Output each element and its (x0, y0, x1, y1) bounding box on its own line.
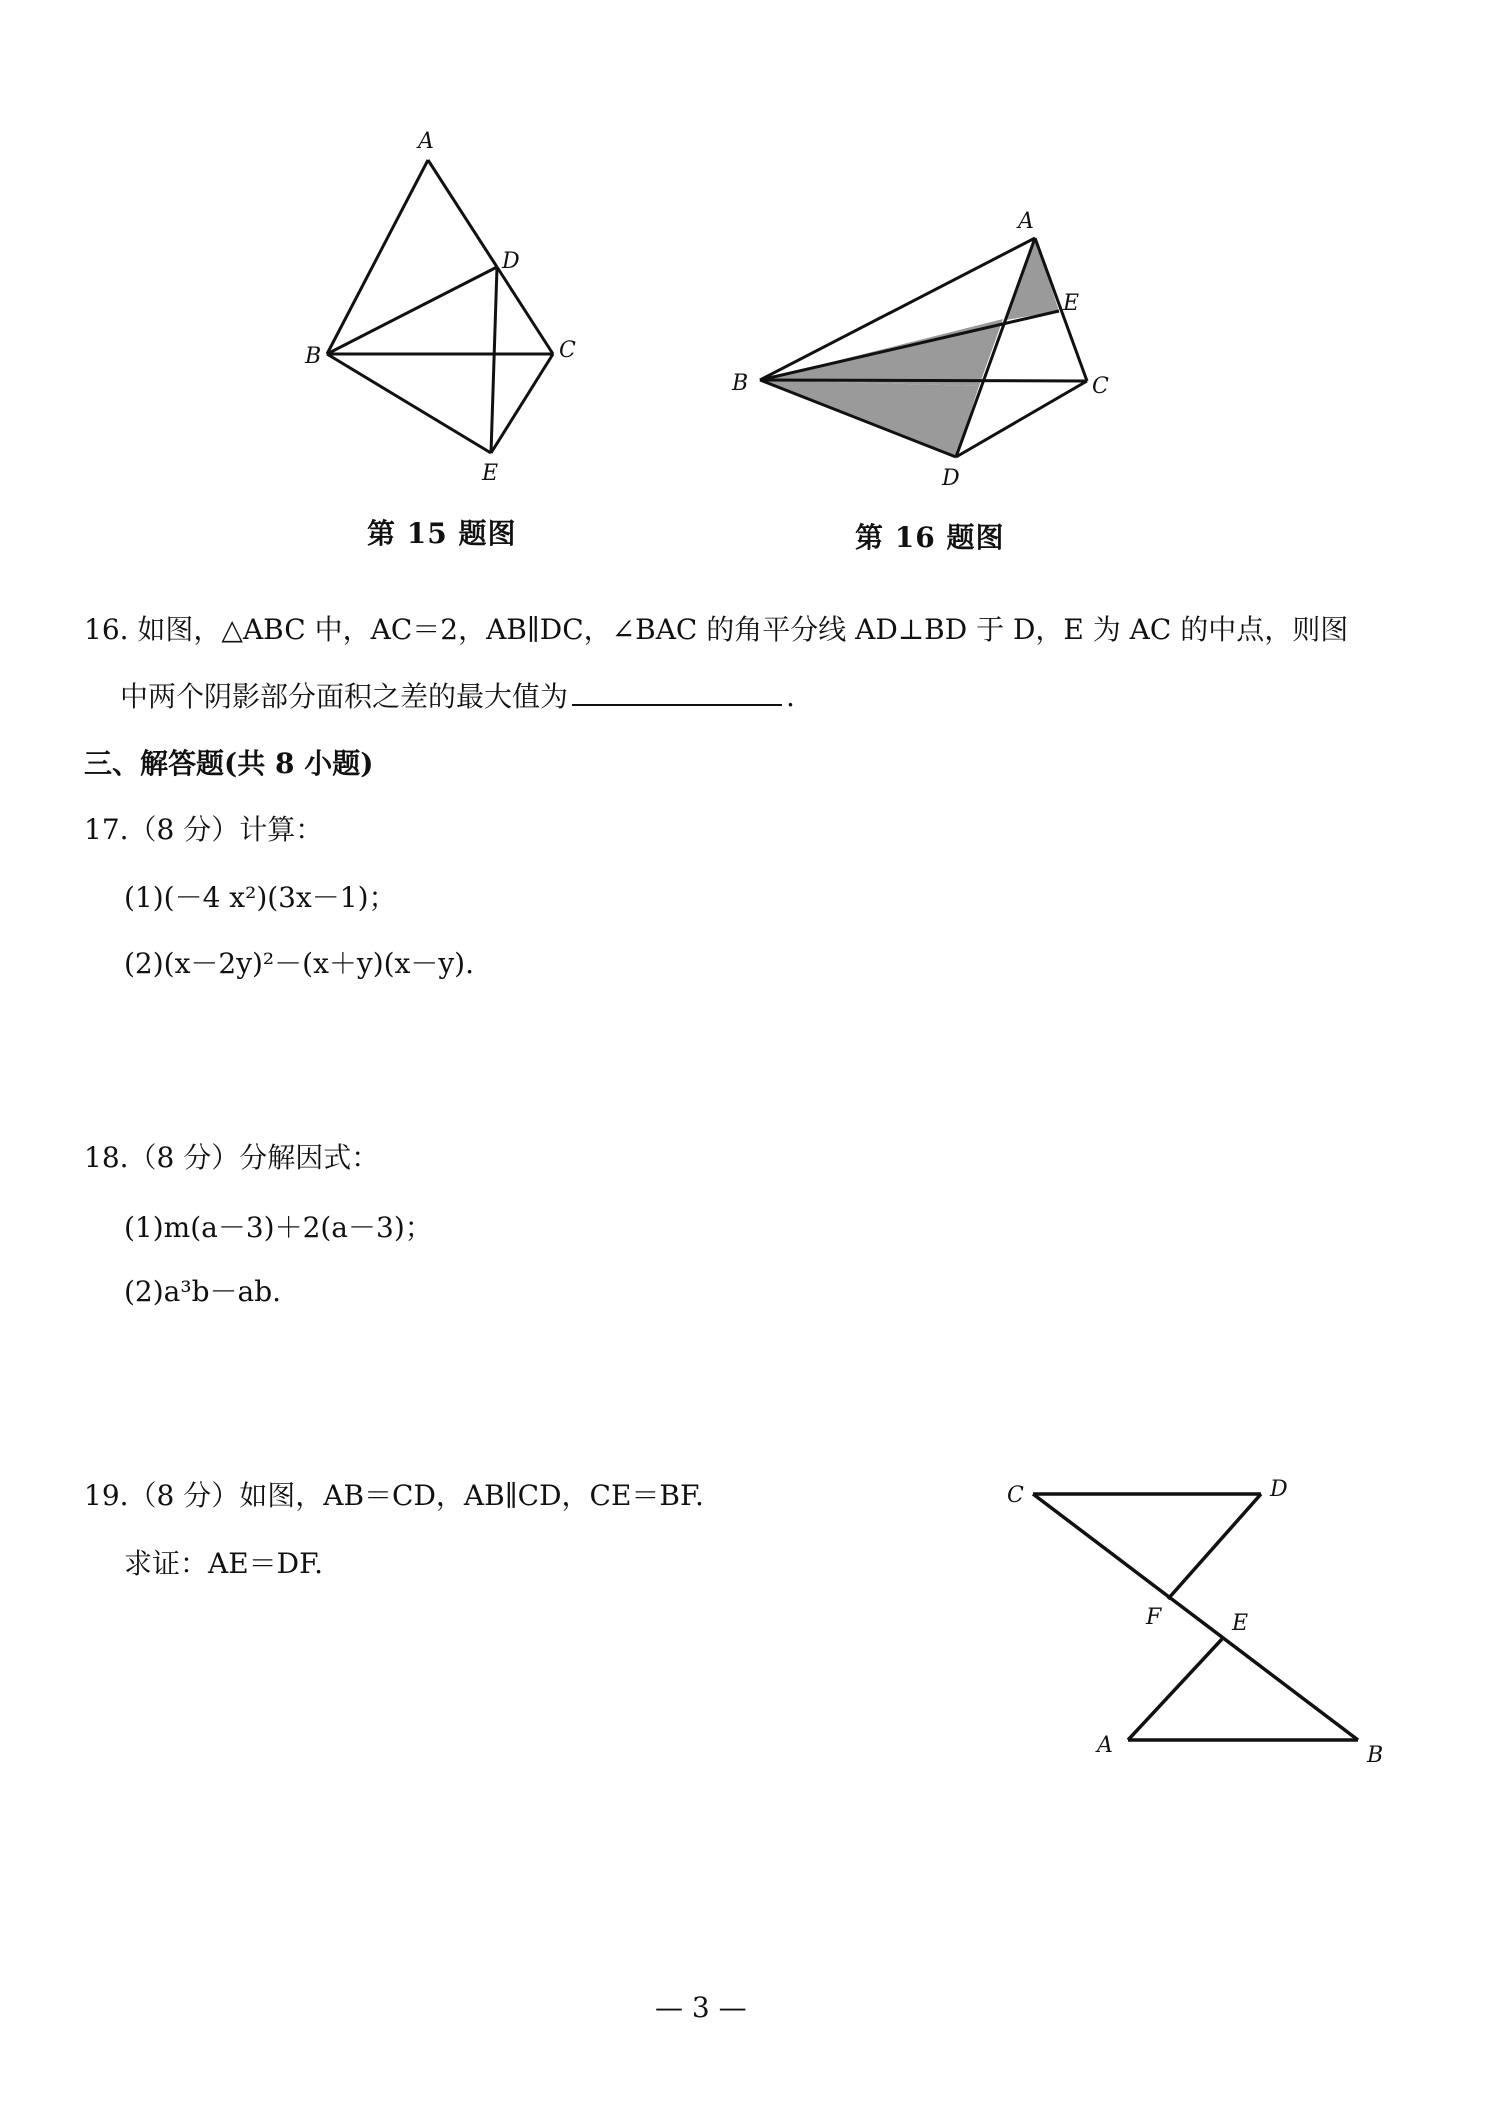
fig19-label-c: C (1007, 1483, 1024, 1508)
fig15-label-c: C (559, 338, 576, 363)
question-17-part2: (2)(x－2y)²－(x＋y)(x－y). (124, 947, 474, 980)
fig16-label-b: B (732, 371, 749, 396)
figure-15-caption: 第 15 题图 (367, 517, 517, 550)
question-18-part2: (2)a³b－ab. (124, 1275, 282, 1308)
fig19-label-d: D (1270, 1477, 1288, 1502)
fig19-label-e: E (1232, 1611, 1249, 1636)
fig15-label-b: B (305, 344, 322, 369)
question-16-line1: 16. 如图，△ABC 中，AC＝2，AB∥DC，∠BAC 的角平分线 AD⊥BD 于 D，E 为 AC 的中点，则图 (84, 613, 1349, 646)
fig19-label-a: A (1097, 1733, 1113, 1758)
fig19-label-b: B (1367, 1743, 1384, 1768)
page-number: — 3 — (655, 1991, 747, 2024)
question-16-period: . (786, 680, 795, 713)
fig16-label-e: E (1063, 291, 1080, 316)
question-19-title: 19.（8 分）如图，AB＝CD，AB∥CD，CE＝BF. (84, 1479, 704, 1512)
figure-16-caption: 第 16 题图 (855, 521, 1005, 554)
question-17-part1: (1)(－4 x²)(3x－1)； (124, 881, 397, 914)
question-18-title: 18.（8 分）分解因式： (84, 1141, 380, 1174)
fig19-label-f: F (1146, 1605, 1162, 1630)
fig15-label-d: D (502, 249, 520, 274)
question-18-part1: (1)m(a－3)＋2(a－3)； (124, 1211, 433, 1244)
question-19-prove: 求证：AE＝DF. (124, 1547, 324, 1580)
question-17-title: 17.（8 分）计算： (84, 813, 324, 846)
fig16-label-d: D (942, 466, 960, 491)
question-16-prompt: 中两个阴影部分面积之差的最大值为 (120, 680, 569, 713)
fig15-label-e: E (482, 461, 499, 486)
section-3-heading: 三、解答题(共 8 小题) (84, 747, 374, 780)
fig15-label-a: A (418, 129, 434, 154)
fig16-label-c: C (1092, 374, 1109, 399)
fig16-label-a: A (1018, 209, 1034, 234)
